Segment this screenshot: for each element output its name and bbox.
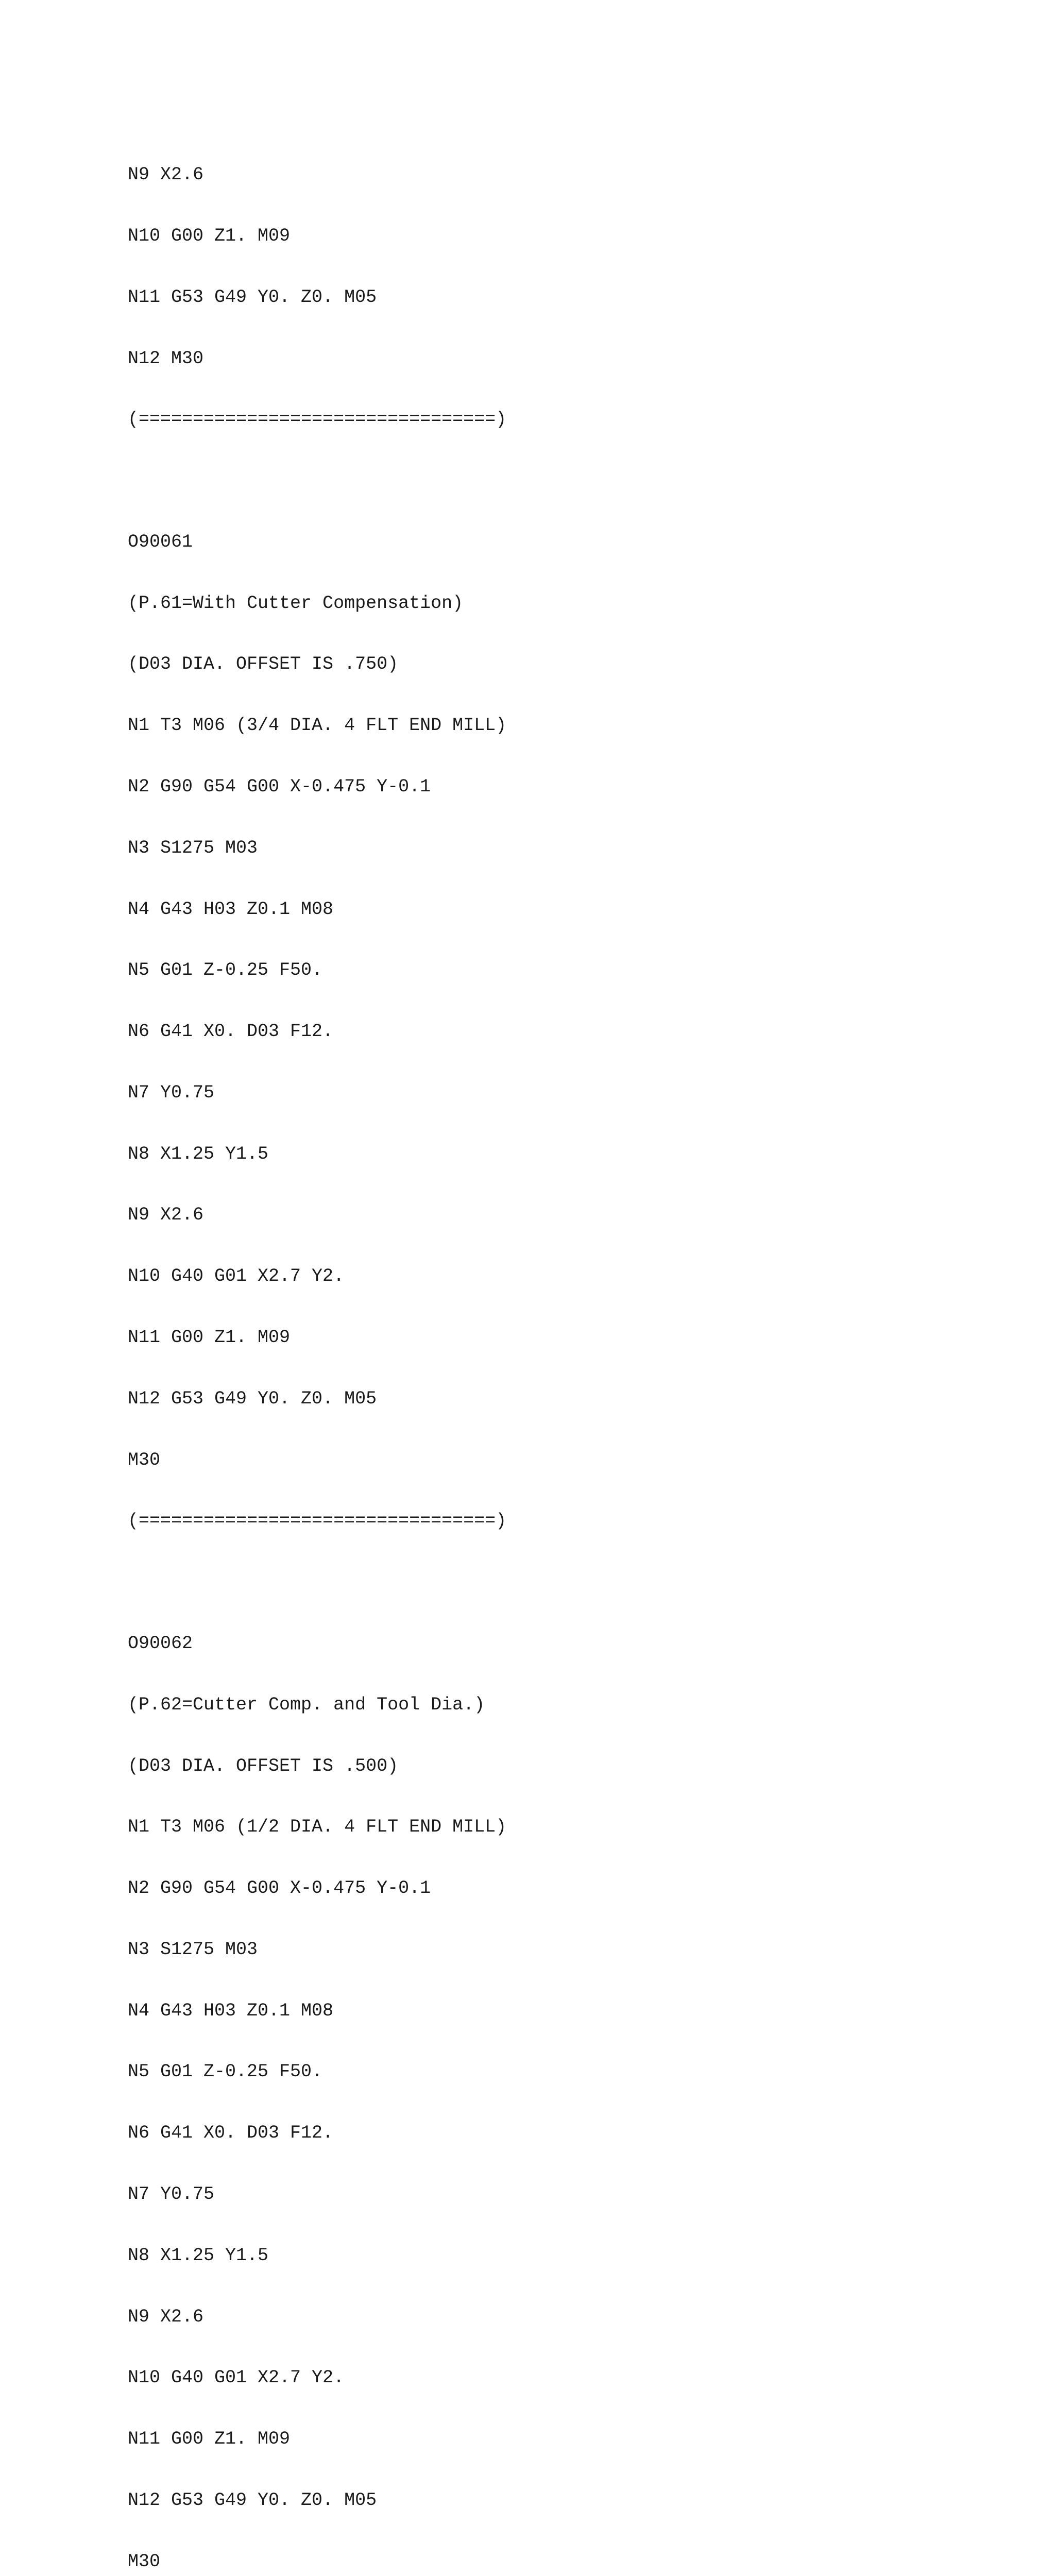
code-line: N3 S1275 M03 [128,1939,258,1960]
code-line: N11 G00 Z1. M09 [128,2429,291,2450]
blank-line [128,471,1003,492]
program-comment: (P.61=With Cutter Compensation) [128,592,464,614]
code-line: N2 G90 G54 G00 X-0.475 Y-0.1 [128,776,431,797]
separator-line: (=================================) [128,409,507,430]
code-line: N10 G00 Z1. M09 [128,225,291,246]
code-line: N2 G90 G54 G00 X-0.475 Y-0.1 [128,1878,431,1899]
code-line: M30 [128,1449,161,1470]
code-line: N11 G00 Z1. M09 [128,1327,291,1348]
separator-line: (=================================) [128,1511,507,1532]
code-line: N9 X2.6 [128,2306,204,2327]
blank-line [128,1572,1003,1593]
program-comment: (D03 DIA. OFFSET IS .500) [128,1755,399,1776]
code-line: N12 G53 G49 Y0. Z0. M05 [128,1388,377,1409]
code-line: N11 G53 G49 Y0. Z0. M05 [128,286,377,308]
cnc-program-listing [128,124,1003,2576]
code-line: N9 X2.6 [128,164,204,185]
code-line: N6 G41 X0. D03 F12. [128,2123,334,2144]
code-line: N12 G53 G49 Y0. Z0. M05 [128,2489,377,2511]
program-number: O90062 [128,1633,193,1654]
program-comment: (P.62=Cutter Comp. and Tool Dia.) [128,1694,485,1715]
code-line: N8 X1.25 Y1.5 [128,2245,269,2266]
code-line: N4 G43 H03 Z0.1 M08 [128,899,334,920]
code-line: N3 S1275 M03 [128,837,258,858]
code-line: N7 Y0.75 [128,2183,215,2205]
program-number: O90061 [128,531,193,552]
code-line: N9 X2.6 [128,1205,204,1226]
code-line: N5 G01 Z-0.25 F50. [128,960,323,981]
code-line: N6 G41 X0. D03 F12. [128,1021,334,1042]
code-line: N1 T3 M06 (3/4 DIA. 4 FLT END MILL) [128,715,507,736]
code-line: N8 X1.25 Y1.5 [128,1143,269,1164]
code-line: N10 G40 G01 X2.7 Y2. [128,2367,345,2388]
code-line: M30 [128,2551,161,2572]
code-line: N12 M30 [128,348,204,369]
program-comment: (D03 DIA. OFFSET IS .750) [128,654,399,675]
code-line: N1 T3 M06 (1/2 DIA. 4 FLT END MILL) [128,1817,507,1838]
code-line: N5 G01 Z-0.25 F50. [128,2061,323,2082]
code-line: N7 Y0.75 [128,1082,215,1103]
code-line: N10 G40 G01 X2.7 Y2. [128,1266,345,1287]
code-line: N4 G43 H03 Z0.1 M08 [128,2000,334,2021]
